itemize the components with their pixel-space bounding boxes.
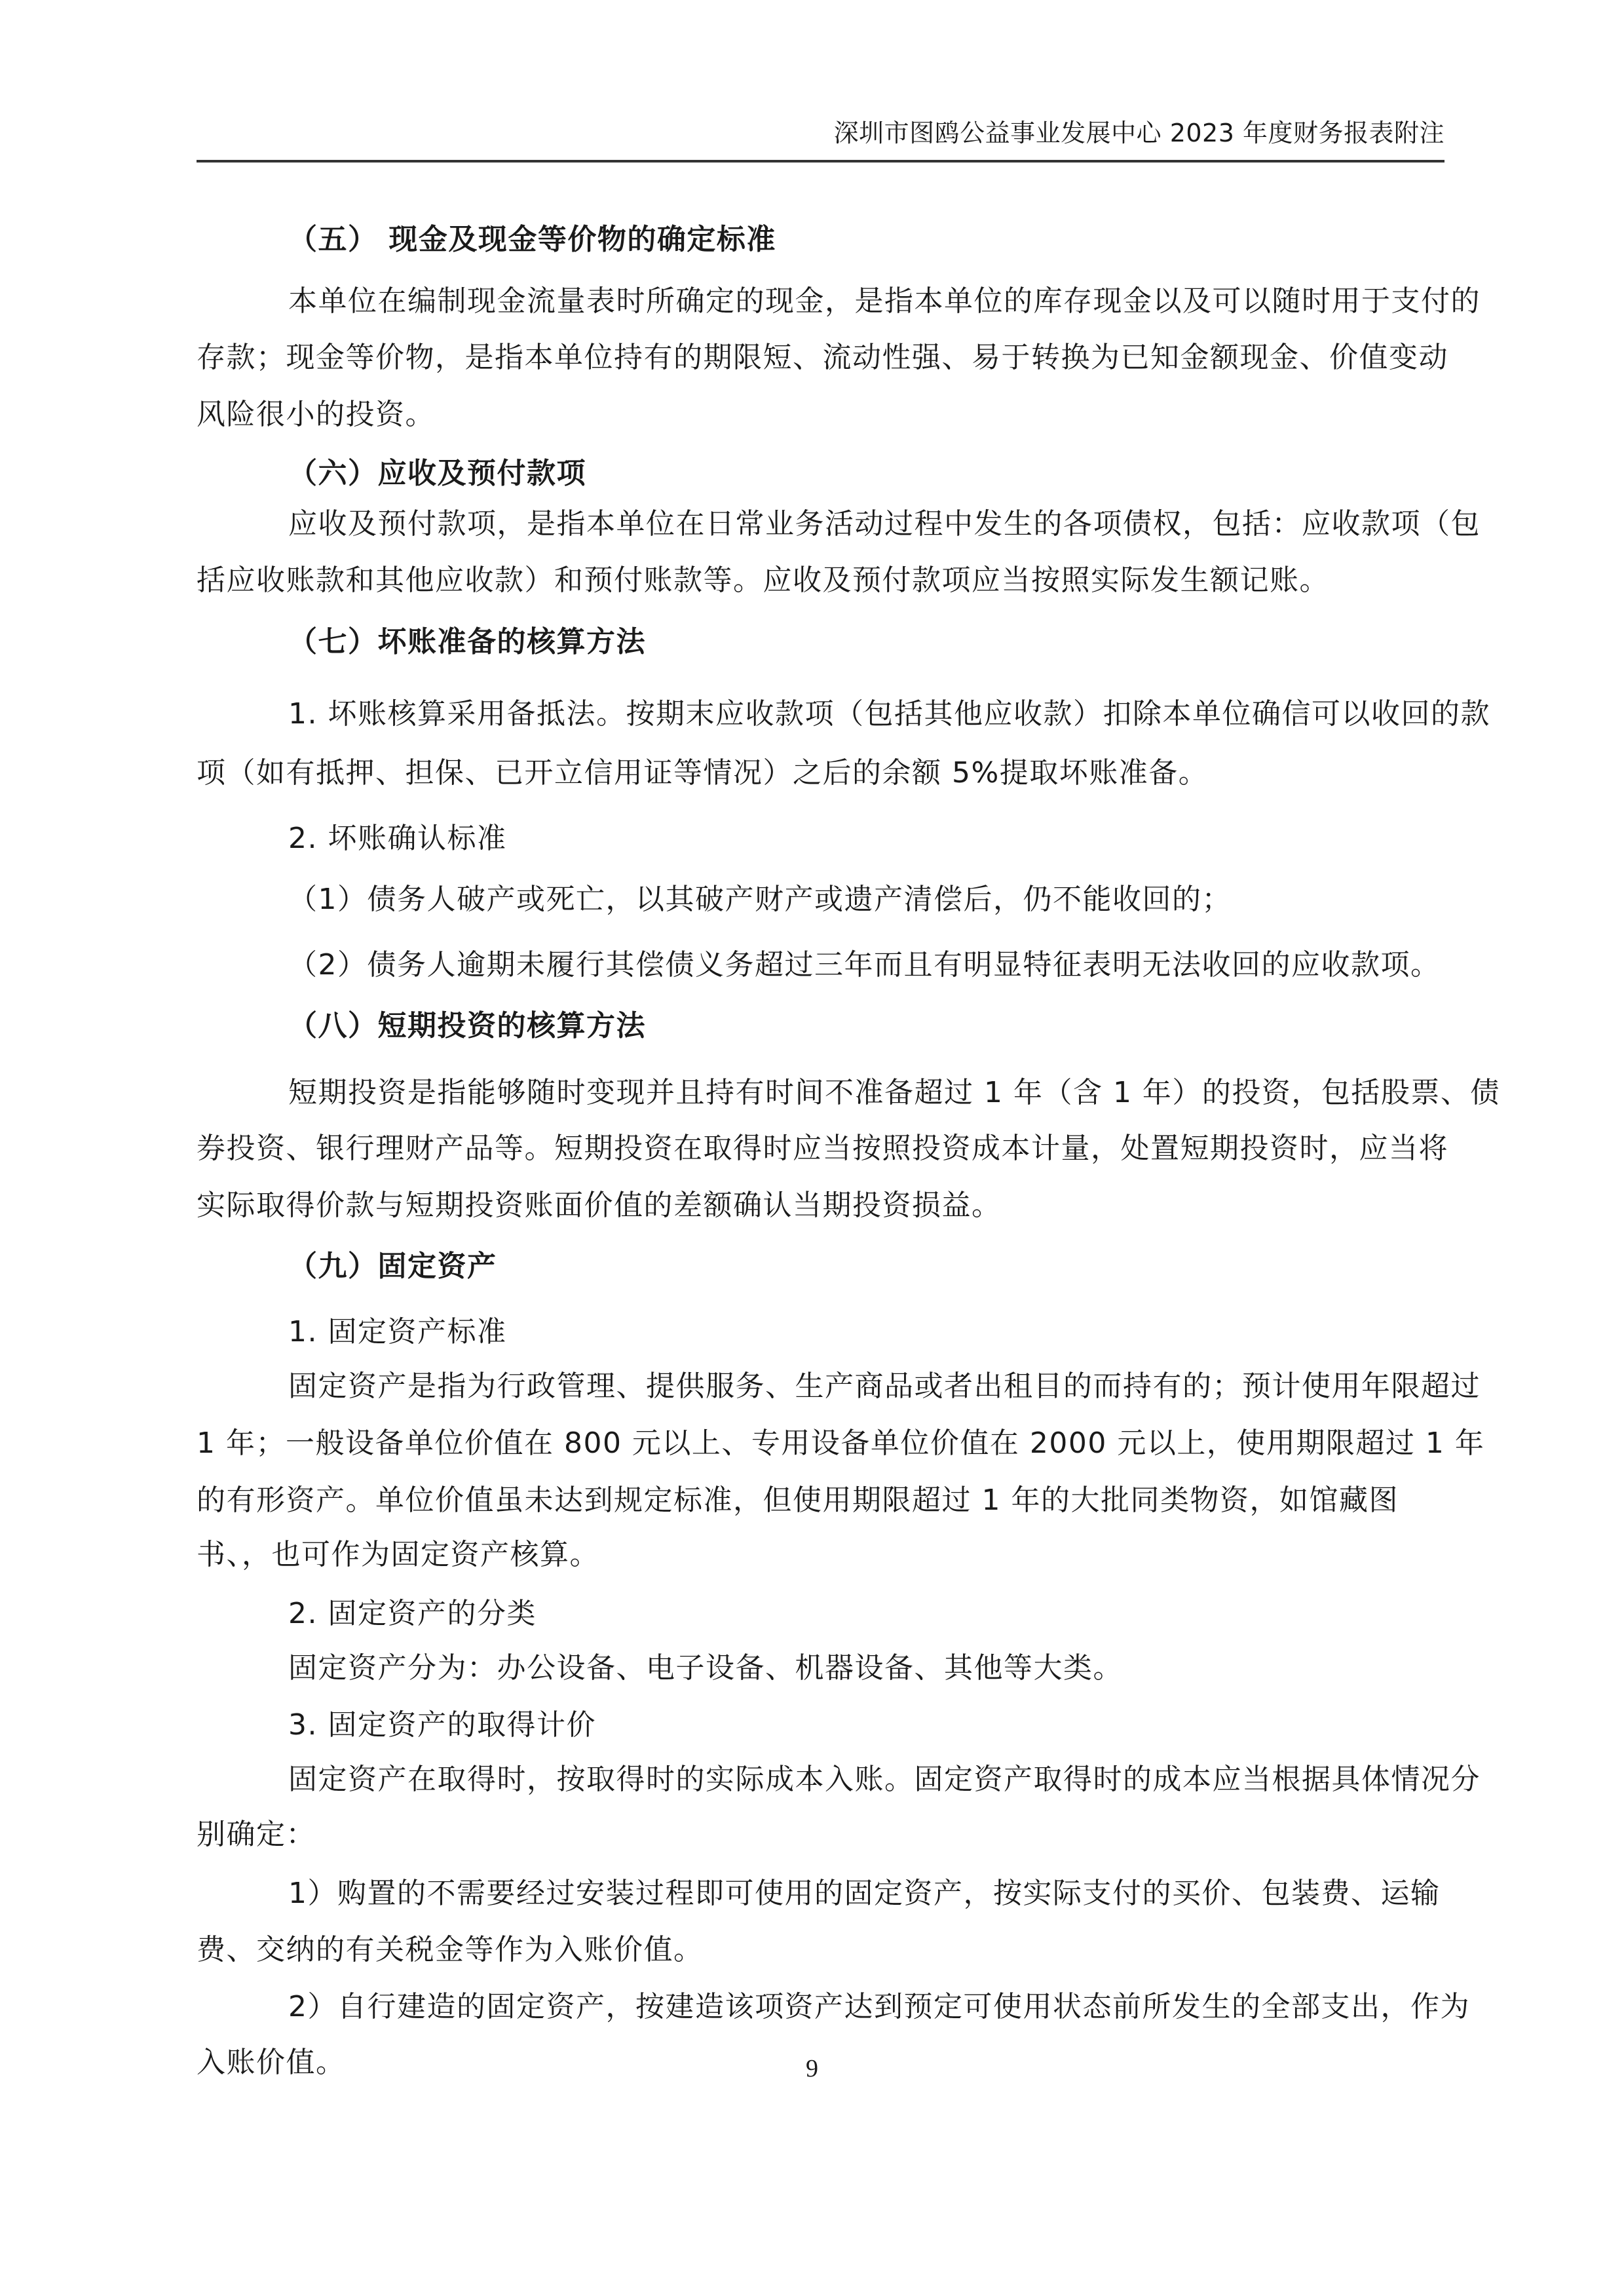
paragraph-line: 1. 固定资产标准 [288,1315,507,1349]
paragraph-line: 实际取得价款与短期投资账面价值的差额确认当期投资损益。 [197,1189,1002,1222]
heading-receivables: （六）应收及预付款项 [288,457,586,490]
paragraph-line: 2）自行建造的固定资产，按建造该项资产达到预定可使用状态前所发生的全部支出，作为 [288,1990,1470,2023]
paragraph-line: 项（如有抵押、担保、已开立信用证等情况）之后的余额 5%提取坏账准备。 [197,756,1209,790]
header-divider [197,160,1445,163]
paragraph-line: 短期投资是指能够随时变现并且持有时间不准备超过 1 年（含 1 年）的投资，包括股票、债 [288,1076,1500,1109]
document-header: 深圳市图鸥公益事业发展中心 2023 年度财务报表附注 [833,119,1445,147]
paragraph-line: 的有形资产。单位价值虽未达到规定标准，但使用期限超过 1 年的大批同类物资，如馆藏图 [197,1483,1399,1517]
paragraph-line: 2. 坏账确认标准 [288,822,507,855]
paragraph-line: 存款；现金等价物，是指本单位持有的期限短、流动性强、易于转换为已知金额现金、价值变动 [197,341,1448,374]
paragraph-line: 1）购置的不需要经过安装过程即可使用的固定资产，按实际支付的买价、包装费、运输 [288,1877,1441,1910]
heading-fixed-assets: （九）固定资产 [288,1250,497,1283]
paragraph-line: （1）债务人破产或死亡，以其破产财产或遗产清偿后，仍不能收回的； [288,883,1232,916]
page-number: 9 [806,2055,818,2082]
paragraph-line: （2）债务人逾期未履行其偿债义务超过三年而且有明显特征表明无法收回的应收款项。 [288,948,1441,982]
paragraph-line: 应收及预付款项，是指本单位在日常业务活动过程中发生的各项债权，包括：应收款项（包 [288,507,1481,541]
paragraph-line: 别确定： [197,1818,316,1851]
paragraph-line: 入账价值。 [197,2046,346,2079]
heading-bad-debt: （七）坏账准备的核算方法 [288,625,646,659]
paragraph-line: 3. 固定资产的取得计价 [288,1708,596,1742]
paragraph-line: 书、，也可作为固定资产核算。 [197,1538,599,1571]
paragraph-line: 2. 固定资产的分类 [288,1597,537,1630]
paragraph-line: 固定资产是指为行政管理、提供服务、生产商品或者出租目的而持有的；预计使用年限超过 [288,1369,1481,1403]
paragraph-line: 券投资、银行理财产品等。短期投资在取得时应当按照投资成本计量，处置短期投资时，应当将 [197,1132,1448,1165]
heading-short-term-investment: （八）短期投资的核算方法 [288,1009,646,1043]
paragraph-line: 1 年；一般设备单位价值在 800 元以上、专用设备单位价值在 2000 元以上，使用期限超过 1 年 [197,1426,1485,1460]
paragraph-line: 本单位在编制现金流量表时所确定的现金，是指本单位的库存现金以及可以随时用于支付的 [288,284,1481,318]
paragraph-line: 固定资产分为：办公设备、电子设备、机器设备、其他等大类。 [288,1651,1123,1685]
paragraph-line: 括应收账款和其他应收款）和预付账款等。应收及预付款项应当按照实际发生额记账。 [197,564,1329,597]
paragraph-line: 固定资产在取得时，按取得时的实际成本入账。固定资产取得时的成本应当根据具体情况分 [288,1763,1481,1796]
paragraph-line: 风险很小的投资。 [197,398,435,431]
heading-cash-equivalents: （五） 现金及现金等价物的确定标准 [288,223,776,256]
paragraph-line: 费、交纳的有关税金等作为入账价值。 [197,1933,704,1966]
paragraph-line: 1. 坏账核算采用备抵法。按期末应收款项（包括其他应收款）扣除本单位确信可以收回的款 [288,697,1490,731]
